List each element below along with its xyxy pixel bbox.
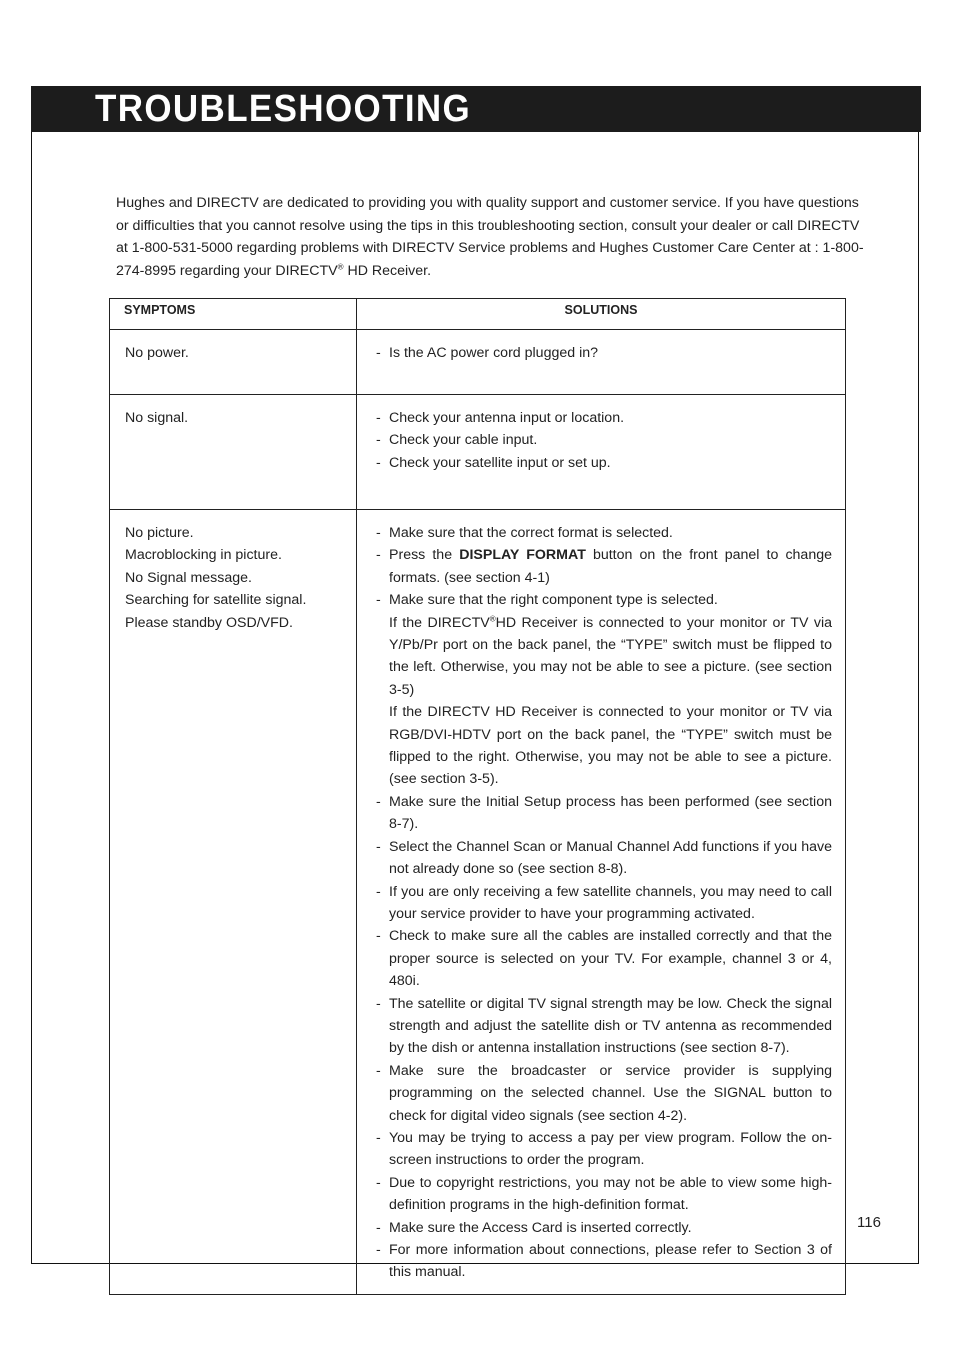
symptom-text: Macroblocking in picture.: [125, 547, 282, 564]
solution-item: - Check your cable input.: [375, 429, 832, 451]
troubleshooting-table: [109, 298, 846, 1295]
solution-item: - Make sure the Initial Setup process has been performed (see section 8-7).: [375, 791, 832, 836]
solution-item: - Is the AC power cord plugged in?: [375, 342, 832, 364]
solution-item: - For more information about connections, please refer to Section 3 of this manual.: [375, 1239, 832, 1284]
solution-item: - The satellite or digital TV signal strength may be low. Check the signal strength and adjust the satellite dish or TV antenna as recommended by the dish or antenna installation instructions (see section 8-7).: [375, 993, 832, 1060]
table-row: [110, 330, 846, 395]
solution-item: - Make sure that the right component type is selected.: [375, 589, 832, 611]
intro-text: Hughes and DIRECTV are dedicated to providing you with quality support and customer service. If you have questions or difficulties that you cannot resolve using the tips in this troubleshooting section, consult your dealer or call DIRECTV at 1-800-531-5000 regarding problems with DIRECTV Service problems and Hughes Customer Care Center at : 1-800-274-8995 regarding your DIRECTV: [116, 195, 864, 279]
symptom-text: No power.: [125, 345, 189, 361]
intro-text-end: HD Receiver.: [343, 262, 432, 279]
registered-mark: ®: [337, 262, 344, 272]
solution-cell: [357, 330, 846, 395]
page-number: 116: [857, 1214, 881, 1231]
display-format-label: DISPLAY FORMAT: [459, 547, 586, 564]
solution-item: - Make sure that the correct format is selected.: [375, 522, 832, 544]
symptom-text: No signal.: [125, 410, 189, 426]
table-row: [110, 510, 846, 1295]
solution-text: HD Receiver is connected to your monitor or TV via Y/Pb/Pr port on the back panel, the “TYPE” switch must be flipped to the left. Otherwise, you may not be able to see a picture. (see section 3-5): [389, 614, 833, 698]
symptoms-header: SYMPTOMS: [110, 299, 357, 330]
solution-item: [375, 544, 832, 589]
solution-subitem: [375, 612, 832, 702]
solution-cell: [357, 395, 846, 510]
table-header-row: [110, 299, 846, 330]
symptom-cell: [110, 510, 357, 1295]
table-row: [110, 395, 846, 510]
solution-subitem: If the DIRECTV HD Receiver is connected to your monitor or TV via RGB/DVI-HDTV port on the back panel, the “TYPE” switch must be flipped to the right. Otherwise, you may not be able to see a picture. (see section 3-5).: [389, 704, 832, 788]
solution-item: - Check to make sure all the cables are installed correctly and that the proper source is selected on your TV. For example, channel 3 or 4, 480i.: [375, 925, 832, 992]
symptom-text: No Signal message.: [125, 569, 252, 586]
symptom-text: Searching for satellite signal. Please standby OSD/VFD.: [125, 592, 307, 631]
solution-item: - Due to copyright restrictions, you may not be able to view some high-definition programs in the high-definition format.: [375, 1172, 832, 1217]
solution-item: - Make sure the broadcaster or service provider is supplying programming on the selected channel. Use the SIGNAL button to check for digital video signals (see section 4-2).: [375, 1060, 832, 1127]
solution-item: - Select the Channel Scan or Manual Channel Add functions if you have not already done so (see section 8-8).: [375, 836, 832, 881]
solution-cell: [357, 510, 846, 1295]
solution-text: Press the: [389, 547, 460, 564]
solution-item: - Make sure the Access Card is inserted correctly.: [375, 1217, 832, 1239]
solution-item: - If you are only receiving a few satellite channels, you may need to call your service provider to have your programming activated.: [375, 881, 832, 926]
page-title: TROUBLESHOOTING: [95, 88, 472, 130]
solution-item: - You may be trying to access a pay per view program. Follow the on-screen instructions to order the program.: [375, 1127, 832, 1172]
solutions-header: SOLUTIONS: [357, 299, 846, 330]
solution-item: - Check your antenna input or location.: [375, 407, 832, 429]
symptom-cell: [110, 330, 357, 395]
registered-mark: ®: [489, 613, 496, 623]
solution-text: If the DIRECTV: [389, 614, 490, 631]
symptom-text: No picture.: [125, 525, 194, 541]
symptom-cell: [110, 395, 357, 510]
solution-item: - Check your satellite input or set up.: [375, 452, 832, 474]
solution-text: button on the front panel to change formats. (see section 4-1): [389, 547, 832, 586]
intro-paragraph: [116, 192, 866, 282]
